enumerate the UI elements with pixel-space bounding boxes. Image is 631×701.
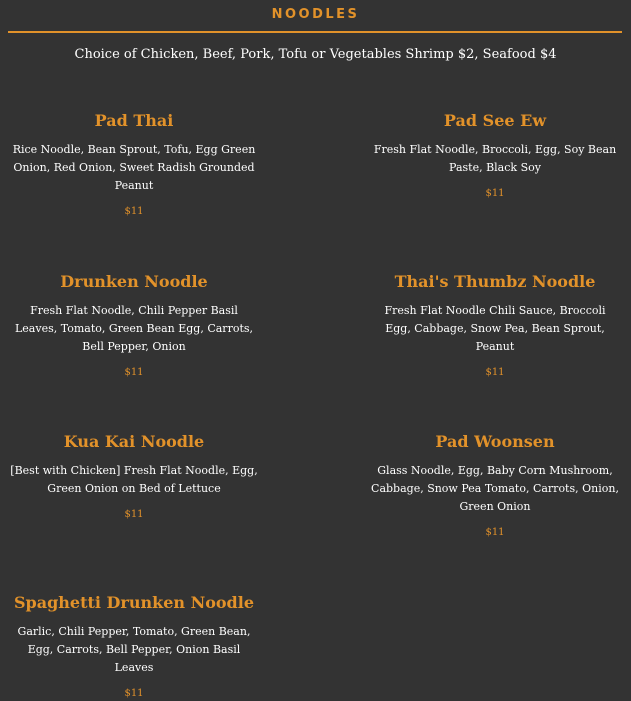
menu-item-name: Kua Kai Noodle bbox=[63, 432, 205, 451]
menu-item-price: $11 bbox=[124, 509, 144, 520]
menu-item-drunken-noodle bbox=[9, 271, 259, 380]
menu-item-price: $11 bbox=[485, 527, 505, 538]
menu-item-name: Spaghetti Drunken Noodle bbox=[14, 593, 254, 612]
section-divider bbox=[8, 31, 622, 33]
menu-item-pad-thai bbox=[9, 110, 259, 219]
menu-item-price: $11 bbox=[124, 367, 144, 378]
menu-item-description: Glass Noodle, Egg, Baby Corn Mushroom, Cabbage, Snow Pea Tomato, Carrots, Onion, Green Onion bbox=[371, 464, 619, 513]
menu-item-kua-kai-noodle bbox=[9, 431, 259, 522]
menu-item-name: Drunken Noodle bbox=[60, 272, 208, 291]
menu-item-description: Garlic, Chili Pepper, Tomato, Green Bean, Egg, Carrots, Bell Pepper, Onion Basil Leaves bbox=[17, 625, 251, 674]
menu-item-name: Thai's Thumbz Noodle bbox=[394, 272, 596, 291]
menu-item-spaghetti-drunken-noodle bbox=[9, 592, 259, 701]
menu-item-price: $11 bbox=[124, 688, 144, 699]
menu-item-description: [Best with Chicken] Fresh Flat Noodle, Egg, Green Onion on Bed of Lettuce bbox=[10, 464, 258, 495]
menu-item-price: $11 bbox=[485, 188, 505, 199]
menu-item-price: $11 bbox=[124, 206, 144, 217]
menu-item-description: Fresh Flat Noodle, Chili Pepper Basil Leaves, Tomato, Green Bean Egg, Carrots, Bell Pepper, Onion bbox=[14, 304, 254, 353]
menu-item-description: Rice Noodle, Bean Sprout, Tofu, Egg Green Onion, Red Onion, Sweet Radish Grounded Peanut bbox=[12, 143, 256, 192]
menu-item-name: Pad Thai bbox=[94, 111, 174, 130]
menu-item-description: Fresh Flat Noodle, Broccoli, Egg, Soy Bean Paste, Black Soy bbox=[373, 143, 617, 174]
menu-item-name: Pad Woonsen bbox=[435, 432, 555, 451]
menu-item-pad-woonsen bbox=[370, 431, 620, 540]
menu-item-price: $11 bbox=[485, 367, 505, 378]
section-title: NOODLES bbox=[271, 7, 360, 22]
menu-item-name: Pad See Ew bbox=[443, 111, 547, 130]
menu-item-thais-thumbz-noodle bbox=[370, 271, 620, 380]
section-subtitle: Choice of Chicken, Beef, Pork, Tofu or Vegetables Shrimp $2, Seafood $4 bbox=[74, 47, 557, 62]
menu-item-pad-see-ew bbox=[370, 110, 620, 201]
menu-item-description: Fresh Flat Noodle Chili Sauce, Broccoli Egg, Cabbage, Snow Pea, Bean Sprout, Peanut bbox=[384, 304, 606, 353]
